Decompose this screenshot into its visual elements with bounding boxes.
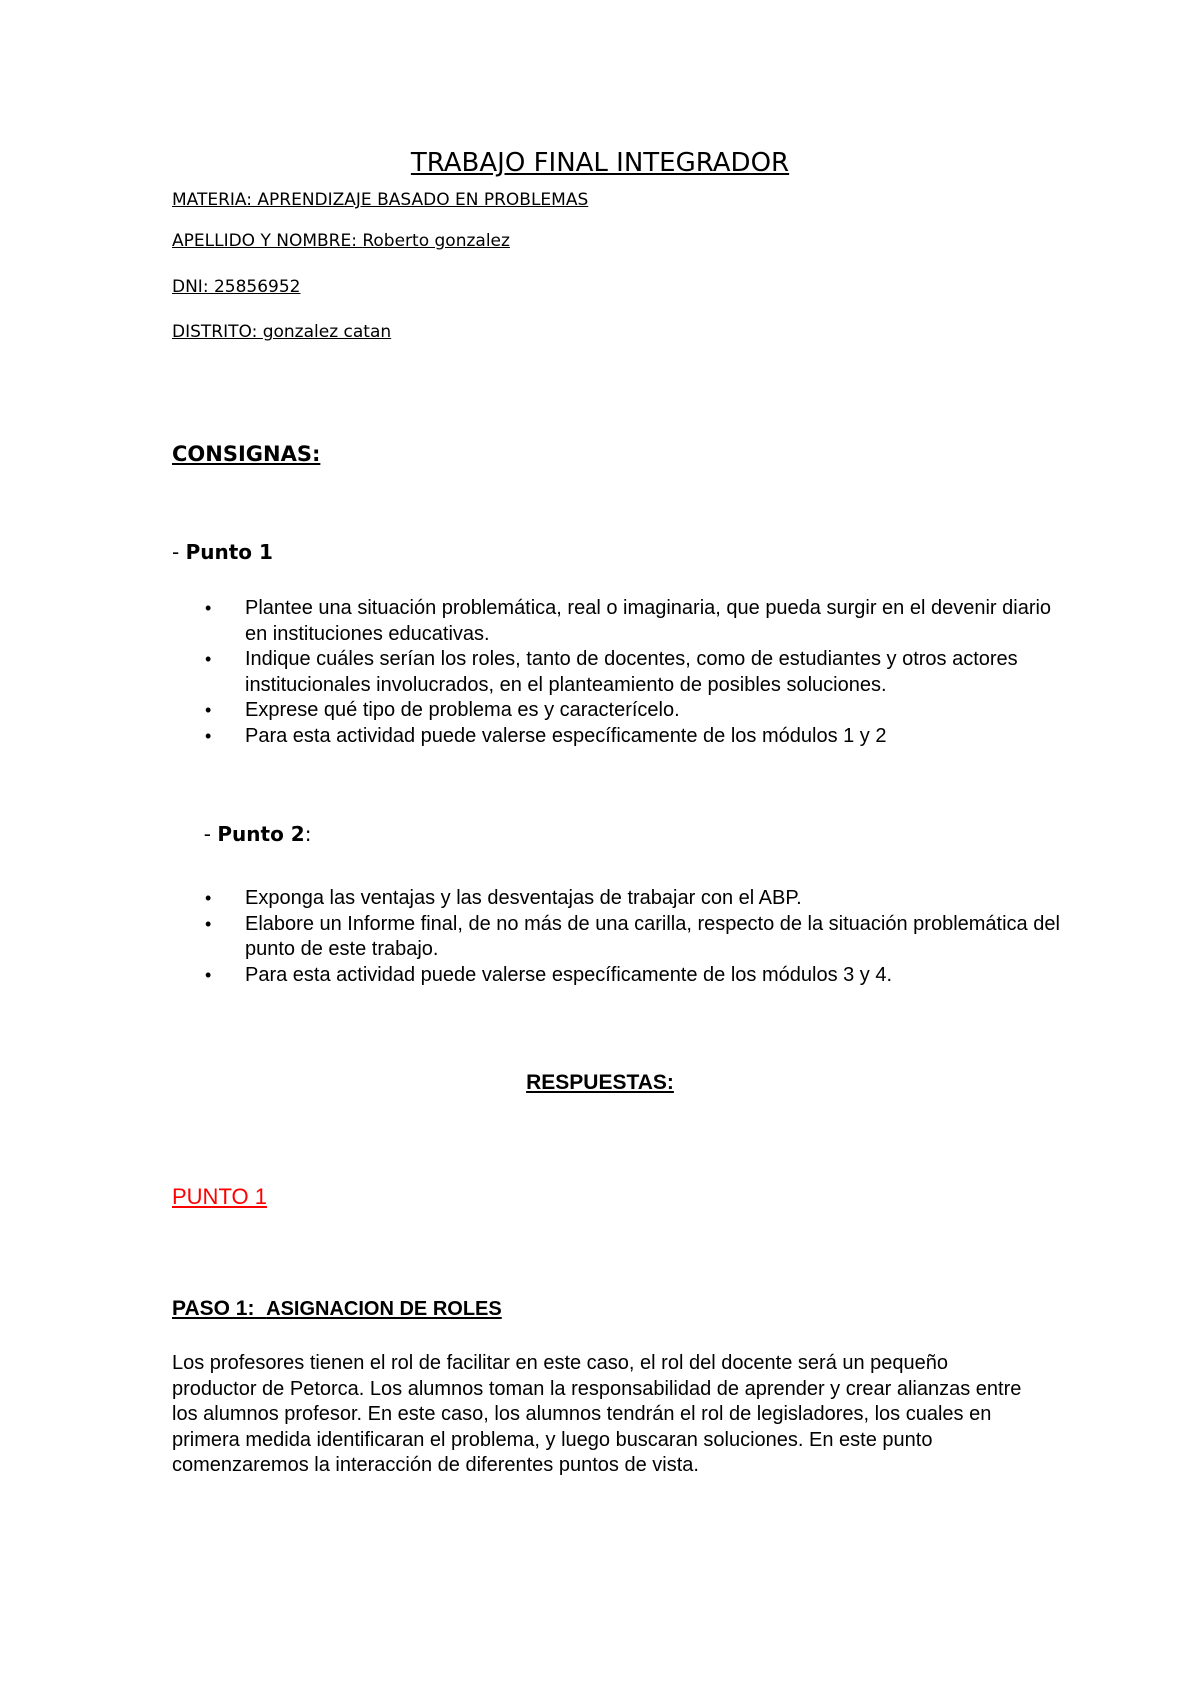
list-item: • Plantee una situación problemática, real o imaginaria, que pueda surgir en el devenir diario en instituciones educativas. xyxy=(205,597,1052,645)
apellido-value: Roberto gonzalez xyxy=(362,231,510,251)
bullet-icon: • xyxy=(205,913,212,934)
list-item: • Indique cuáles serían los roles, tanto de docentes, como de estudiantes y otros actores institucionales involucrados, en el planteamiento de posibles soluciones. xyxy=(205,648,1018,696)
respuestas-heading: RESPUESTAS: xyxy=(526,1071,674,1094)
list-item: • Exponga las ventajas y las desventajas de trabajar con el ABP. xyxy=(205,886,1065,912)
paso1-title: ASIGNACION DE ROLES xyxy=(266,1298,502,1320)
paso1-label: PASO 1: xyxy=(172,1297,255,1320)
punto1-prefix: - xyxy=(172,540,186,564)
paso1-heading xyxy=(172,1298,502,1319)
bullet-icon: • xyxy=(205,649,212,669)
consignas-heading: CONSIGNAS: xyxy=(172,442,321,466)
punto2-prefix: - xyxy=(197,822,218,846)
punto1-bullet-list xyxy=(205,596,1065,749)
paso1-paragraph: Los profesores tienen el rol de facilitar en este caso, el rol del docente será un pequeño productor de Petorca. Los alumnos toman la responsabilidad de aprender y crear alianzas entre los alumnos profesor. En este caso, los alumnos tendrán el rol de legisladores, los cuales en primera medida identificaran el problema, y luego buscaran soluciones. En este punto comenzaremos la interacción de diferentes puntos de vista. xyxy=(172,1352,1022,1476)
bullet-icon: • xyxy=(205,700,212,720)
dni-value: 25856952 xyxy=(213,277,301,297)
distrito-line xyxy=(172,324,391,341)
dni-line xyxy=(172,279,300,296)
dni-label: DNI: xyxy=(172,277,214,297)
punto2-label: Punto 2 xyxy=(217,822,305,846)
bullet-icon: • xyxy=(205,598,212,618)
list-item: • Exprese qué tipo de problema es y caracterícelo. xyxy=(205,698,1065,724)
distrito-label: DISTRITO: xyxy=(172,322,263,342)
list-item: • Para esta actividad puede valerse específicamente de los módulos 3 y 4. xyxy=(205,963,1065,989)
bullet-icon: • xyxy=(205,888,212,908)
punto2-bullet-list xyxy=(205,886,1065,988)
materia-line: MATERIA: APRENDIZAJE BASADO EN PROBLEMAS xyxy=(172,190,589,210)
punto2-suffix: : xyxy=(304,822,312,846)
list-item: • Para esta actividad puede valerse específicamente de los módulos 1 y 2 xyxy=(205,724,1065,750)
respuesta-punto1-label: PUNTO 1 xyxy=(172,1184,267,1209)
bullet-icon: • xyxy=(205,725,212,746)
apellido-line xyxy=(172,233,510,250)
bullet-icon: • xyxy=(205,964,212,985)
apellido-label: APELLIDO Y NOMBRE: xyxy=(172,231,363,251)
punto1-heading xyxy=(172,542,273,562)
distrito-value: gonzalez catan xyxy=(262,322,392,342)
document-title: TRABAJO FINAL INTEGRADOR xyxy=(410,148,790,178)
list-item: • Elabore un Informe final, de no más de una carilla, respecto de la situación problemática del punto de este trabajo. xyxy=(205,912,1060,960)
punto2-heading xyxy=(172,804,311,864)
punto1-label: Punto 1 xyxy=(185,540,273,564)
